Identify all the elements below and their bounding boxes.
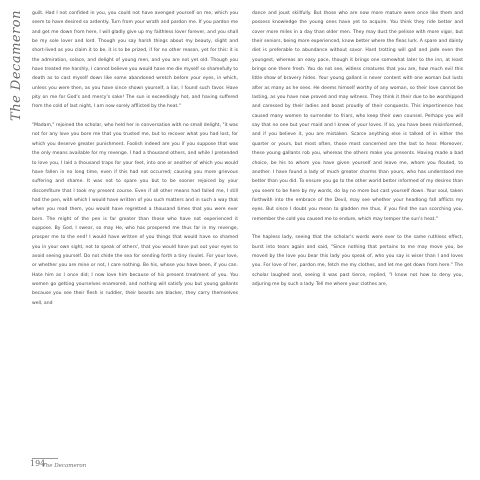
footer-book-title: The Decameron (42, 463, 87, 469)
text-column-left (32, 9, 238, 457)
paragraph: dance and joust skillfully. But those who are now more mature were once like them and possess knowledge the young ones have yet to acquire. You think they ride better and cover more miles in a day than older men. They may dust the pelisse with more vigor, but their seniors, being more experienced, know better where the fleas lurk. A spare and dainty diet is preferable to abundance without savor. Hard trotting will gall and jade even the youngest, whereas an easy pace, though it brings one somewhat later to the inn, at least brings one there fresh. You do not see, witless creatures that you are, how much evil this little show of bravery hides. Your young gallant is never content with one woman but lusts after as many as he sees. He deems himself worthy of any woman, so their love cannot be lasting, as you have now proved and may witness. They think it their due to be worshipped and caressed by their ladies and boast proudly of their conquests. This impertinence has caused many women to surrender to friars, who keep their own counsel. Perhaps you will say that no one but your maid and I knew of your loves. If so, you have been misinformed, and if you believe it, you are mistaken. Scarce anything else is talked of in either the quarter or yours, but most often, those most concerned are the last to hear. Moreover, these young gallants rob you, whereas the others make you presents. Having made a bad choice, be his to whom you have given yourself and leave me, whom you flouted, to another. I have found a lady of much greater charms than yours, who has understood me better than you did. To ensure you go to the other world better informed of my desires than you seem to be here by my words, do lay no more but cast yourself down. Your soul, taken forthwith into the embrace of the Devil, may see whether your headlong fall afflicts my eyes. But since I doubt you mean to gladden me thus, if you find the sun scorching you, remember the cold you caused me to endure, which may temper the sun's heat." (252, 11, 463, 222)
running-title (4, 10, 28, 130)
paragraph: The hapless lady, seeing that the scholar's words were ever to the same ruthless effect, burst into tears again and said, "Since nothing that pertains to me may move you, be moved by the love you bear this lady you speak of, who you say is wiser than I and loves you. For love of her, pardon me, fetch me my clothes, and let me get down from here." The scholar laughed and, seeing it was past tierce, replied, "I know not how to deny you, adjuring me by such a lady. Tell me where your clothes are, (252, 235, 463, 287)
page-number: 194 (30, 459, 46, 468)
running-title-text: The Decameron (8, 10, 24, 121)
paragraph: guilt. Had I not confided in you, you could not have avenged yourself on me, which you seem to have desired so ardently. Turn from your wrath and pardon me. If you pardon me and get me down from here, I will gladly give up my faithless lover forever, and you shall be my sole lover and lord. Though you say harsh things about my beauty, slight and short-lived as you claim it to be, it is to be prized, if for no other reason, yet for this: it is the admiration, solace, and delight of young men, and you are not yet old. Though you have treated me harshly, I cannot believe you would have me die myself so shamefully to death as to cast myself down like some abandoned wretch before your eyes, in which, unless you were then, as you have since shown yourself, a liar, I found such favor. Have pity on me for God's and mercy's sake! The sun is exceedingly hot, and having suffered from the cold of last night, I am now sorely afflicted by the heat." (32, 11, 238, 110)
paragraph: "Madam," rejoined the scholar, who held her in conversation with no small delight, "it was not for any love you bore me that you trusted me, but to recover what you had lost, for which you deserve greater punishment. Foolish indeed are you if you suppose that was the only means available for my revenge. I had a thousand others, and while I pretended to love you, I laid a thousand traps for your feet, into one or another of which you would have fallen in no long time, even if this had not occurred; causing you more grievous suffering and shame. It was not to spare you but to be sooner rejoiced by your discomfiture that I took my present course. Even if all other means had failed me, I still had the pen, with which I would have written of you such matters and in such a way that when you read them, you would have regretted a thousand times that you were ever born. The might of the pen is far greater than those who have not experienced it suppose. By God, I swear, so may He, who has prospered me thus far in my revenge, prosper me to the end! I would have written of you things that would have so shamed you in your own sight, not to speak of others', that you would have put out your eyes to avoid seeing yourself. Do not chide the sea for sending forth a tiny rivulet. For your love, or whether you are mine or not, I care nothing. Be his, whose you have been, if you can. Hate him as I once did; I now love him because of his present treatment of you. You women go getting yourselves enamored, and nothing will satisfy you but young gallants because you see their flesh is ruddier, their beards are blacker, they carry themselves well, and (32, 123, 238, 306)
page-footer (30, 458, 110, 474)
text-column-right (252, 9, 463, 457)
